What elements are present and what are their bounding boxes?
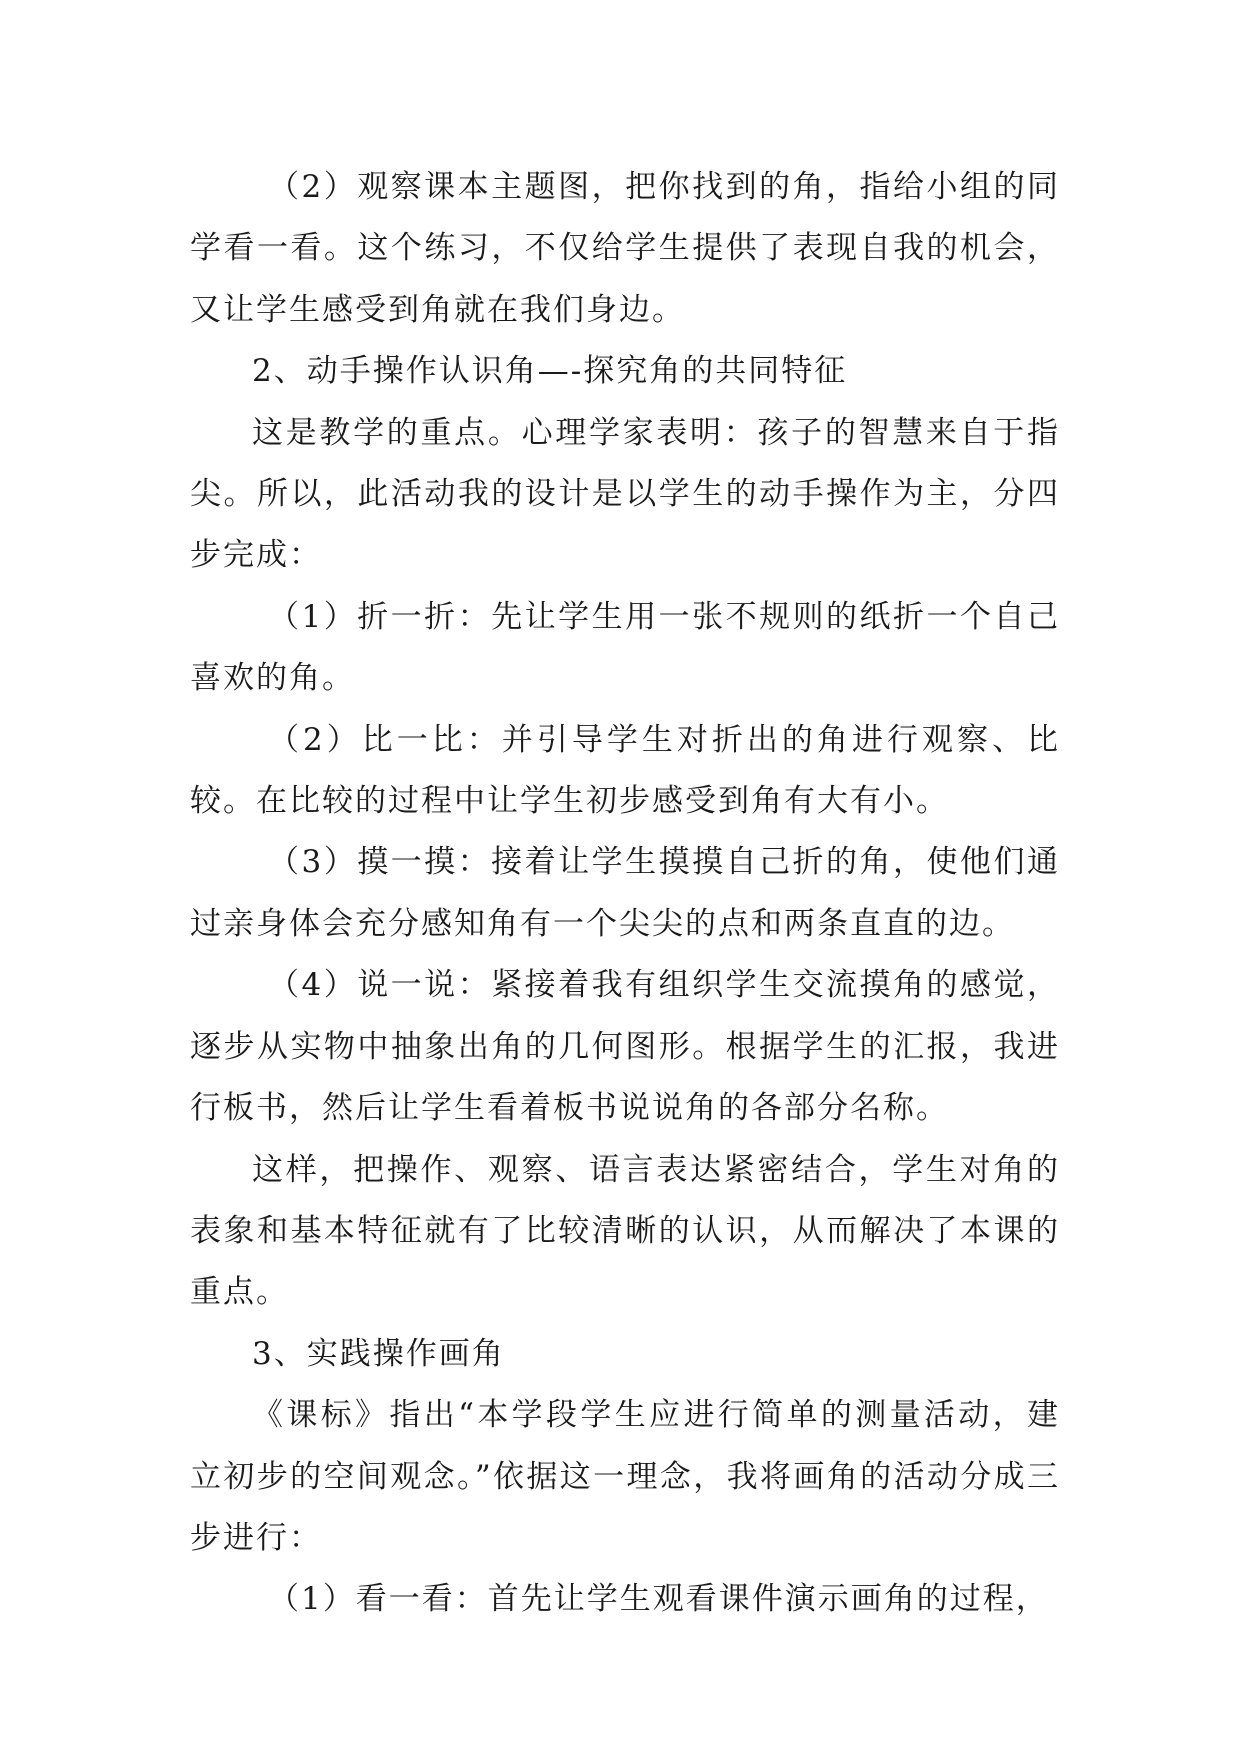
section-heading-draw-angle: 3、实践操作画角 [252, 1335, 505, 1372]
paragraph-curriculum-standard: 《课标》指出“本学段学生应进行简单的测量活动，建立初步的空间观念。”依据这一理念，我将画角的活动分成三步进行： [190, 1397, 1060, 1556]
paragraph-step-compare: （2）比一比：并引导学生对折出的角进行观察、比较。在比较的过程中让学生初步感受到角有大有小。 [190, 721, 1060, 820]
paragraph-teaching-focus: 这是教学的重点。心理学家表明：孩子的智慧来自于指尖。所以，此活动我的设计是以学生的动手操作为主，分四步完成： [190, 414, 1060, 574]
section-heading-hands-on-angle: 2、动手操作认识角—-探究角的共同特征 [252, 353, 848, 390]
paragraph-step-fold: （1）折一折：先让学生用一张不规则的纸折一个自己喜欢的角。 [190, 598, 1060, 697]
paragraph-observe-theme-picture: （2）观察课本主题图，把你找到的角，指给小组的同学看一看。这个练习，不仅给学生提供了表现自我的机会，又让学生感受到角就在我们身边。 [190, 169, 1060, 328]
document-body [190, 157, 1060, 1631]
paragraph-step-touch: （3）摸一摸：接着让学生摸摸自己折的角，使他们通过亲身体会充分感知角有一个尖尖的点和两条直直的边。 [190, 844, 1060, 942]
paragraph-step-watch: （1）看一看：首先让学生观看课件演示画角的过程， [268, 1581, 1049, 1618]
paragraph-summary: 这样，把操作、观察、语言表达紧密结合，学生对角的表象和基本特征就有了比较清晰的认识，从而解决了本课的重点。 [190, 1151, 1060, 1311]
paragraph-step-say: （4）说一说：紧接着我有组织学生交流摸角的感觉，逐步从实物中抽象出角的几何图形。根据学生的汇报，我进行板书，然后让学生看着板书说说角的各部分名称。 [190, 967, 1060, 1127]
